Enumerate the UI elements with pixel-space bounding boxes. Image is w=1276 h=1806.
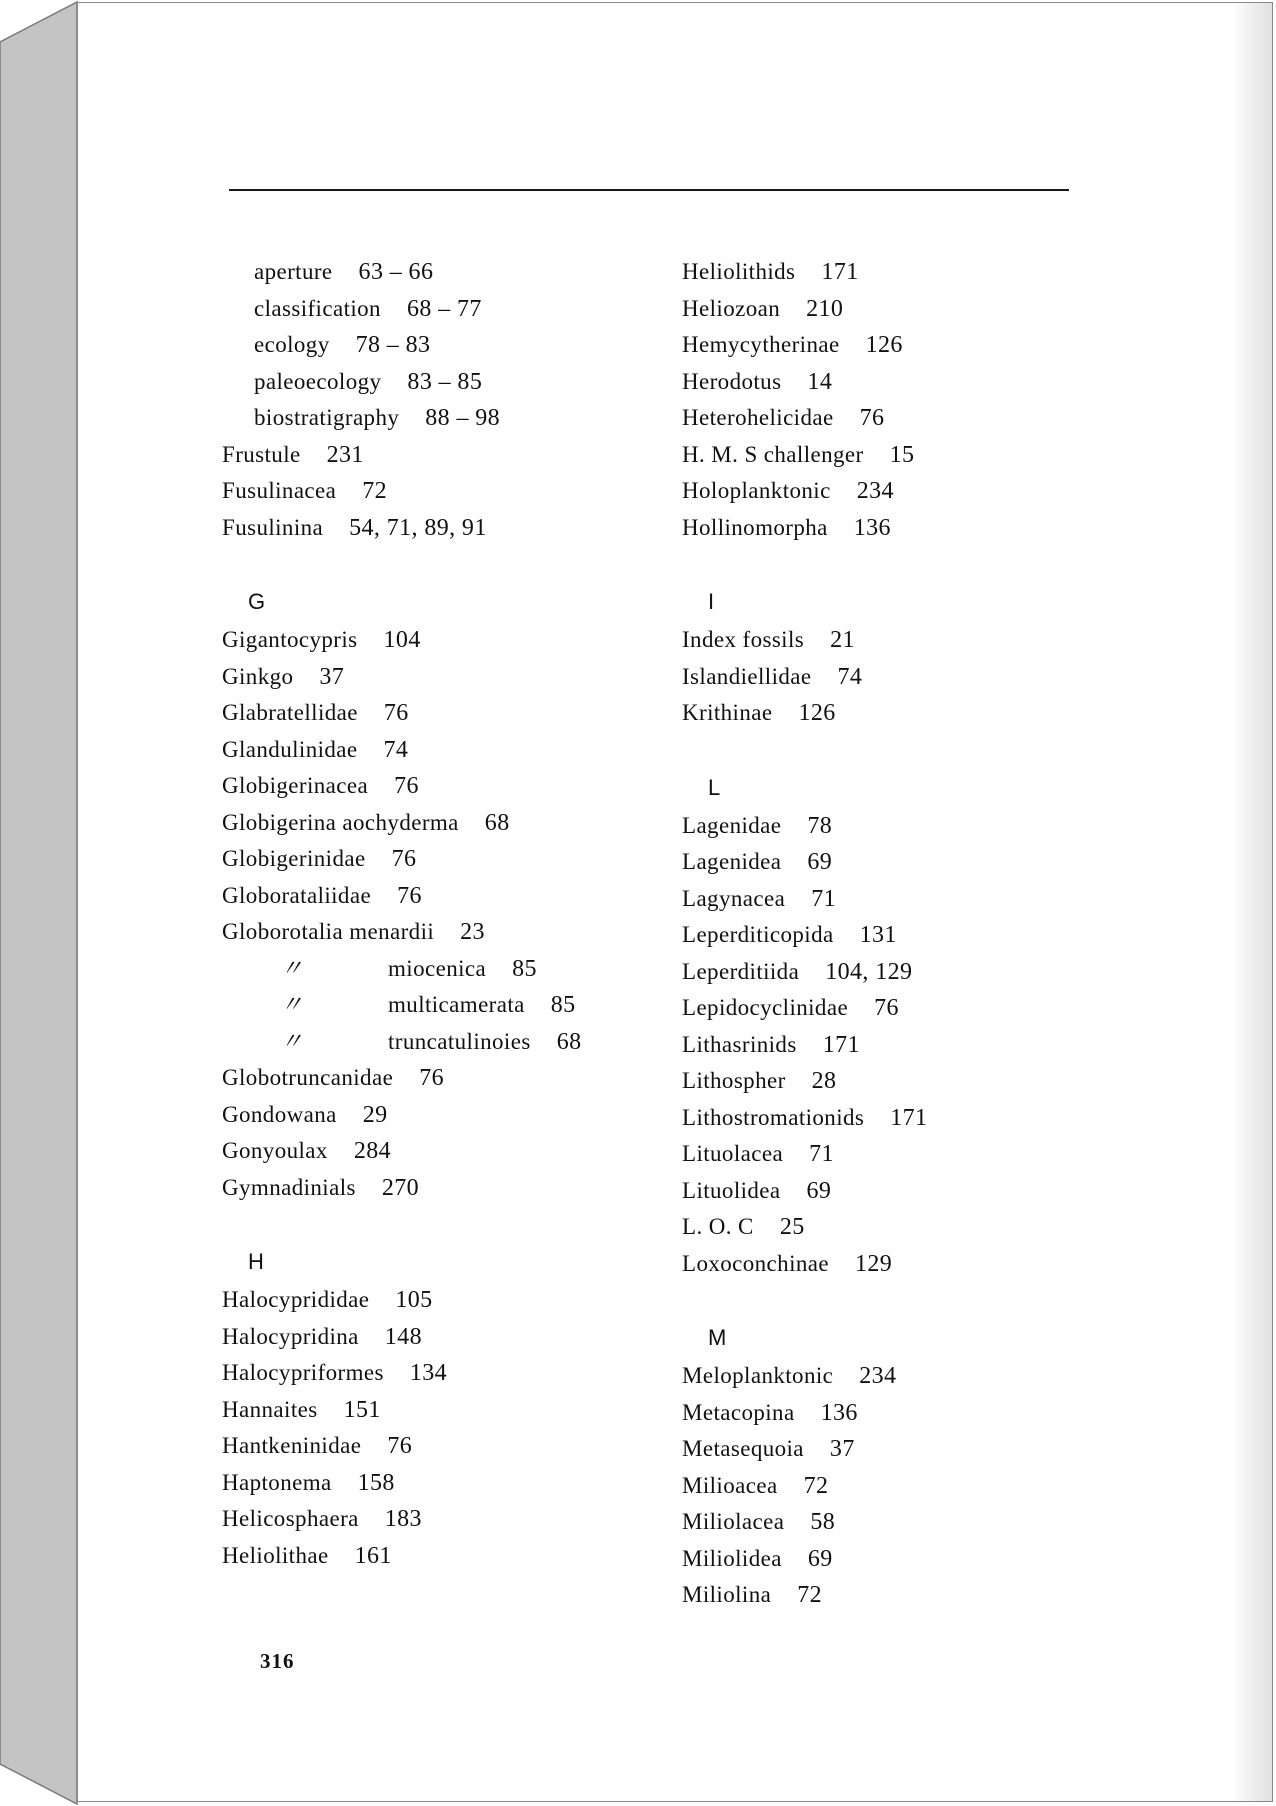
index-term: Lagynacea: [682, 885, 786, 911]
index-pages: 28: [811, 1068, 837, 1094]
index-term: Hantkeninidae: [222, 1433, 362, 1458]
index-entry: [682, 477, 1122, 514]
index-entry: [682, 848, 1122, 885]
index-pages: 63 – 66: [358, 259, 434, 285]
section-gap: [682, 1286, 1122, 1324]
index-pages: 171: [890, 1104, 928, 1131]
index-entry: [682, 663, 1122, 700]
section-gap: [222, 1210, 662, 1248]
index-entry: [682, 1472, 1122, 1509]
index-term: Globorotalia menardii: [222, 919, 435, 944]
index-entry: [222, 845, 662, 882]
section-gap: [222, 550, 662, 588]
index-term: Heliolithae: [222, 1542, 329, 1568]
index-pages: 85: [550, 992, 576, 1018]
index-pages: 105: [395, 1287, 433, 1313]
index-pages: 37: [829, 1436, 855, 1462]
index-entry: [222, 699, 662, 736]
index-entry: [682, 1435, 1122, 1472]
index-entry: [682, 626, 1122, 663]
index-pages: 148: [384, 1323, 422, 1350]
index-entry: [222, 441, 662, 478]
index-term: Halocyprididae: [222, 1287, 370, 1312]
index-pages: 171: [821, 259, 859, 285]
index-pages: 161: [354, 1542, 392, 1569]
index-pages: 104: [383, 627, 421, 653]
index-term: Islandiellidae: [682, 663, 812, 689]
index-pages: 234: [859, 1363, 897, 1389]
index-term: Fusulinacea: [222, 478, 337, 503]
index-entry: [682, 812, 1122, 849]
index-pages: 71: [809, 1141, 834, 1167]
section-letter: L: [708, 774, 721, 800]
index-term: ecology: [254, 332, 330, 357]
index-pages: 72: [803, 1472, 829, 1499]
index-term: paleoecology: [254, 368, 382, 394]
index-entry: [682, 368, 1122, 405]
index-pages: 23: [460, 919, 485, 945]
index-entry: [222, 1323, 662, 1360]
index-entry: [222, 1101, 662, 1138]
index-subentry: [222, 258, 662, 295]
index-pages: 69: [806, 1177, 832, 1204]
index-pages: 151: [343, 1396, 381, 1423]
index-column-left: [222, 258, 662, 1578]
index-term: Fusulinina: [222, 514, 324, 540]
index-entry: [222, 918, 662, 955]
index-pages: 14: [807, 368, 833, 395]
index-entry: [682, 1140, 1122, 1177]
index-pages: 231: [326, 441, 364, 468]
index-pages: 74: [837, 663, 863, 690]
index-entry: [222, 626, 662, 663]
index-term: Holoplanktonic: [682, 478, 831, 503]
index-entry: [222, 477, 662, 514]
index-entry: [222, 663, 662, 700]
index-term: Gigantocypris: [222, 627, 358, 652]
index-term: Halocypridina: [222, 1323, 359, 1349]
index-pages: 72: [362, 478, 388, 504]
index-term: Globorataliidae: [222, 882, 372, 908]
index-term: Halocypriformes: [222, 1360, 384, 1385]
index-term: Metacopina: [682, 1399, 795, 1425]
index-entry: [222, 772, 662, 809]
index-term: Heterohelicidae: [682, 405, 834, 430]
index-entry: [682, 1581, 1122, 1618]
index-pages: 76: [397, 882, 422, 909]
index-pages: 284: [353, 1138, 392, 1164]
index-term: Globigerinidae: [222, 846, 366, 871]
index-entry: [682, 958, 1122, 995]
index-term: Hemycytherinae: [682, 332, 840, 357]
index-pages: 126: [865, 332, 903, 358]
ditto-term-group: [388, 1028, 582, 1056]
index-entry: [682, 699, 1122, 736]
index-term: multicamerata: [388, 992, 525, 1017]
index-pages: 76: [419, 1065, 444, 1091]
index-column-right: [682, 258, 1122, 1618]
index-pages: 76: [383, 700, 409, 726]
index-entry: [682, 885, 1122, 922]
index-entry: [222, 1286, 662, 1323]
index-term: Heliozoan: [682, 295, 781, 321]
index-pages: 136: [820, 1399, 858, 1426]
index-entry: [682, 1067, 1122, 1104]
index-pages: 68: [556, 1028, 582, 1055]
index-term: Lithostromationids: [682, 1104, 865, 1130]
index-term: Lituolacea: [682, 1141, 784, 1166]
index-entry: [222, 1174, 662, 1211]
index-term: Miliolidea: [682, 1545, 782, 1571]
index-entry: [682, 1031, 1122, 1068]
index-term: Lithasrinids: [682, 1031, 797, 1057]
index-entry-ditto: [222, 991, 662, 1028]
index-pages: 37: [319, 663, 345, 690]
index-entry: [682, 1508, 1122, 1545]
index-entry: [222, 809, 662, 846]
index-entry: [222, 514, 662, 551]
index-pages: 171: [822, 1031, 860, 1058]
index-term: aperture: [254, 259, 333, 284]
index-term: Lagenidae: [682, 812, 782, 838]
index-term: miocenica: [388, 955, 487, 981]
index-term: classification: [254, 295, 381, 321]
ditto-mark: 〃: [280, 992, 304, 1017]
index-term: Heliolithids: [682, 259, 796, 284]
section-letter: G: [248, 589, 266, 614]
section-letter: H: [248, 1249, 264, 1274]
index-entry: [222, 1432, 662, 1469]
index-entry: [682, 258, 1122, 295]
index-term: Globotruncanidae: [222, 1065, 394, 1090]
index-entry: [222, 1396, 662, 1433]
index-term: Miliolacea: [682, 1509, 785, 1534]
index-subentry: [222, 404, 662, 441]
index-pages: 78 – 83: [355, 332, 431, 358]
index-entry: [682, 921, 1122, 958]
index-entry: [222, 1064, 662, 1101]
index-pages: 88 – 98: [425, 405, 501, 431]
ditto-term-group: [388, 991, 576, 1019]
index-pages: 25: [779, 1214, 805, 1240]
index-pages: 76: [391, 846, 417, 872]
book-spine: [0, 0, 78, 1806]
index-entry: [222, 736, 662, 773]
index-pages: 136: [853, 514, 891, 541]
index-pages: 21: [830, 627, 855, 653]
index-term: truncatulinoies: [388, 1028, 531, 1054]
index-pages: 234: [856, 478, 894, 504]
index-term: Herodotus: [682, 368, 782, 394]
header-rule: [229, 189, 1069, 191]
index-entry: [222, 1505, 662, 1542]
index-term: H. M. S challenger: [682, 441, 864, 467]
index-subentry: [222, 331, 662, 368]
section-gap: [682, 550, 1122, 588]
index-pages: 129: [854, 1250, 893, 1277]
index-entry: [682, 1104, 1122, 1141]
index-entry: [682, 404, 1122, 441]
index-term: Globigerinacea: [222, 773, 369, 798]
index-pages: 158: [357, 1469, 395, 1496]
ditto-mark: 〃: [280, 955, 304, 981]
index-term: Frustule: [222, 441, 301, 467]
index-term: Leperditiida: [682, 958, 800, 984]
index-term: Hollinomorpha: [682, 514, 828, 540]
index-term: Glandulinidae: [222, 736, 358, 762]
index-term: L. O. C: [682, 1214, 754, 1239]
index-entry: [222, 1359, 662, 1396]
index-pages: 134: [409, 1360, 448, 1386]
index-pages: 76: [387, 1433, 413, 1459]
index-pages: 68 – 77: [406, 295, 482, 322]
index-entry: [682, 1213, 1122, 1250]
index-term: Gymnadinials: [222, 1174, 356, 1200]
index-entry: [682, 514, 1122, 551]
index-term: Loxoconchinae: [682, 1250, 829, 1276]
index-pages: 104, 129: [825, 958, 913, 985]
index-term: Glabratellidae: [222, 700, 358, 725]
index-pages: 76: [859, 405, 885, 431]
index-entry: [682, 994, 1122, 1031]
section-letter: M: [708, 1325, 727, 1350]
index-pages: 72: [797, 1582, 823, 1608]
index-term: Lituolidea: [682, 1177, 781, 1203]
index-term: Helicosphaera: [222, 1506, 359, 1531]
index-pages: 126: [798, 700, 836, 726]
index-term: Gonyoulax: [222, 1138, 328, 1163]
index-entry: [682, 1177, 1122, 1214]
index-term: Index fossils: [682, 627, 805, 652]
ditto-term-group: [388, 955, 537, 983]
page-edge-shadow: [1232, 3, 1272, 1801]
index-term: Meloplanktonic: [682, 1363, 834, 1388]
index-pages: 131: [859, 922, 897, 948]
index-entry-ditto: [222, 1028, 662, 1065]
index-pages: 69: [807, 849, 833, 875]
index-pages: 83 – 85: [407, 368, 483, 395]
index-pages: 78: [807, 812, 833, 839]
index-term: Hannaites: [222, 1396, 318, 1422]
index-term: Ginkgo: [222, 663, 294, 689]
index-term: Globigerina aochyderma: [222, 809, 459, 835]
section-gap: [682, 736, 1122, 774]
index-pages: 183: [384, 1506, 422, 1532]
index-pages: 76: [874, 995, 899, 1021]
index-entry: [682, 1399, 1122, 1436]
index-pages: 69: [807, 1545, 833, 1572]
index-pages: 71: [811, 885, 837, 912]
index-entry: [222, 1137, 662, 1174]
index-term: Leperditicopida: [682, 922, 834, 947]
page-number: 316: [260, 1649, 295, 1673]
index-pages: 15: [889, 441, 915, 468]
index-pages: 68: [484, 809, 510, 836]
section-letter: I: [708, 589, 715, 614]
index-entry: [222, 1469, 662, 1506]
index-entry: [682, 1545, 1122, 1582]
index-pages: 29: [362, 1101, 388, 1128]
index-term: Krithinae: [682, 700, 773, 725]
index-term: Gondowana: [222, 1101, 337, 1127]
index-term: biostratigraphy: [254, 405, 400, 430]
index-pages: 76: [394, 773, 419, 799]
index-term: Miliolina: [682, 1582, 772, 1607]
index-pages: 58: [810, 1509, 836, 1535]
index-subentry: [222, 295, 662, 332]
index-entry: [682, 331, 1122, 368]
index-term: Lepidocyclinidae: [682, 995, 849, 1020]
index-entry: [222, 1542, 662, 1579]
index-entry: [682, 295, 1122, 332]
index-pages: 210: [806, 295, 844, 322]
index-term: Lagenidea: [682, 849, 782, 874]
index-pages: 74: [383, 736, 409, 763]
index-entry: [682, 1362, 1122, 1399]
ditto-mark: 〃: [280, 1028, 304, 1054]
index-term: Haptonema: [222, 1469, 332, 1495]
index-pages: 85: [512, 955, 537, 982]
index-subentry: [222, 368, 662, 405]
index-pages: 270: [381, 1174, 420, 1201]
index-entry: [682, 1250, 1122, 1287]
index-term: Metasequoia: [682, 1436, 804, 1461]
index-entry: [682, 441, 1122, 478]
index-entry: [222, 882, 662, 919]
index-entry-ditto: [222, 955, 662, 992]
index-term: Lithospher: [682, 1068, 786, 1093]
index-term: Milioacea: [682, 1472, 778, 1498]
index-pages: 54, 71, 89, 91: [349, 514, 487, 541]
